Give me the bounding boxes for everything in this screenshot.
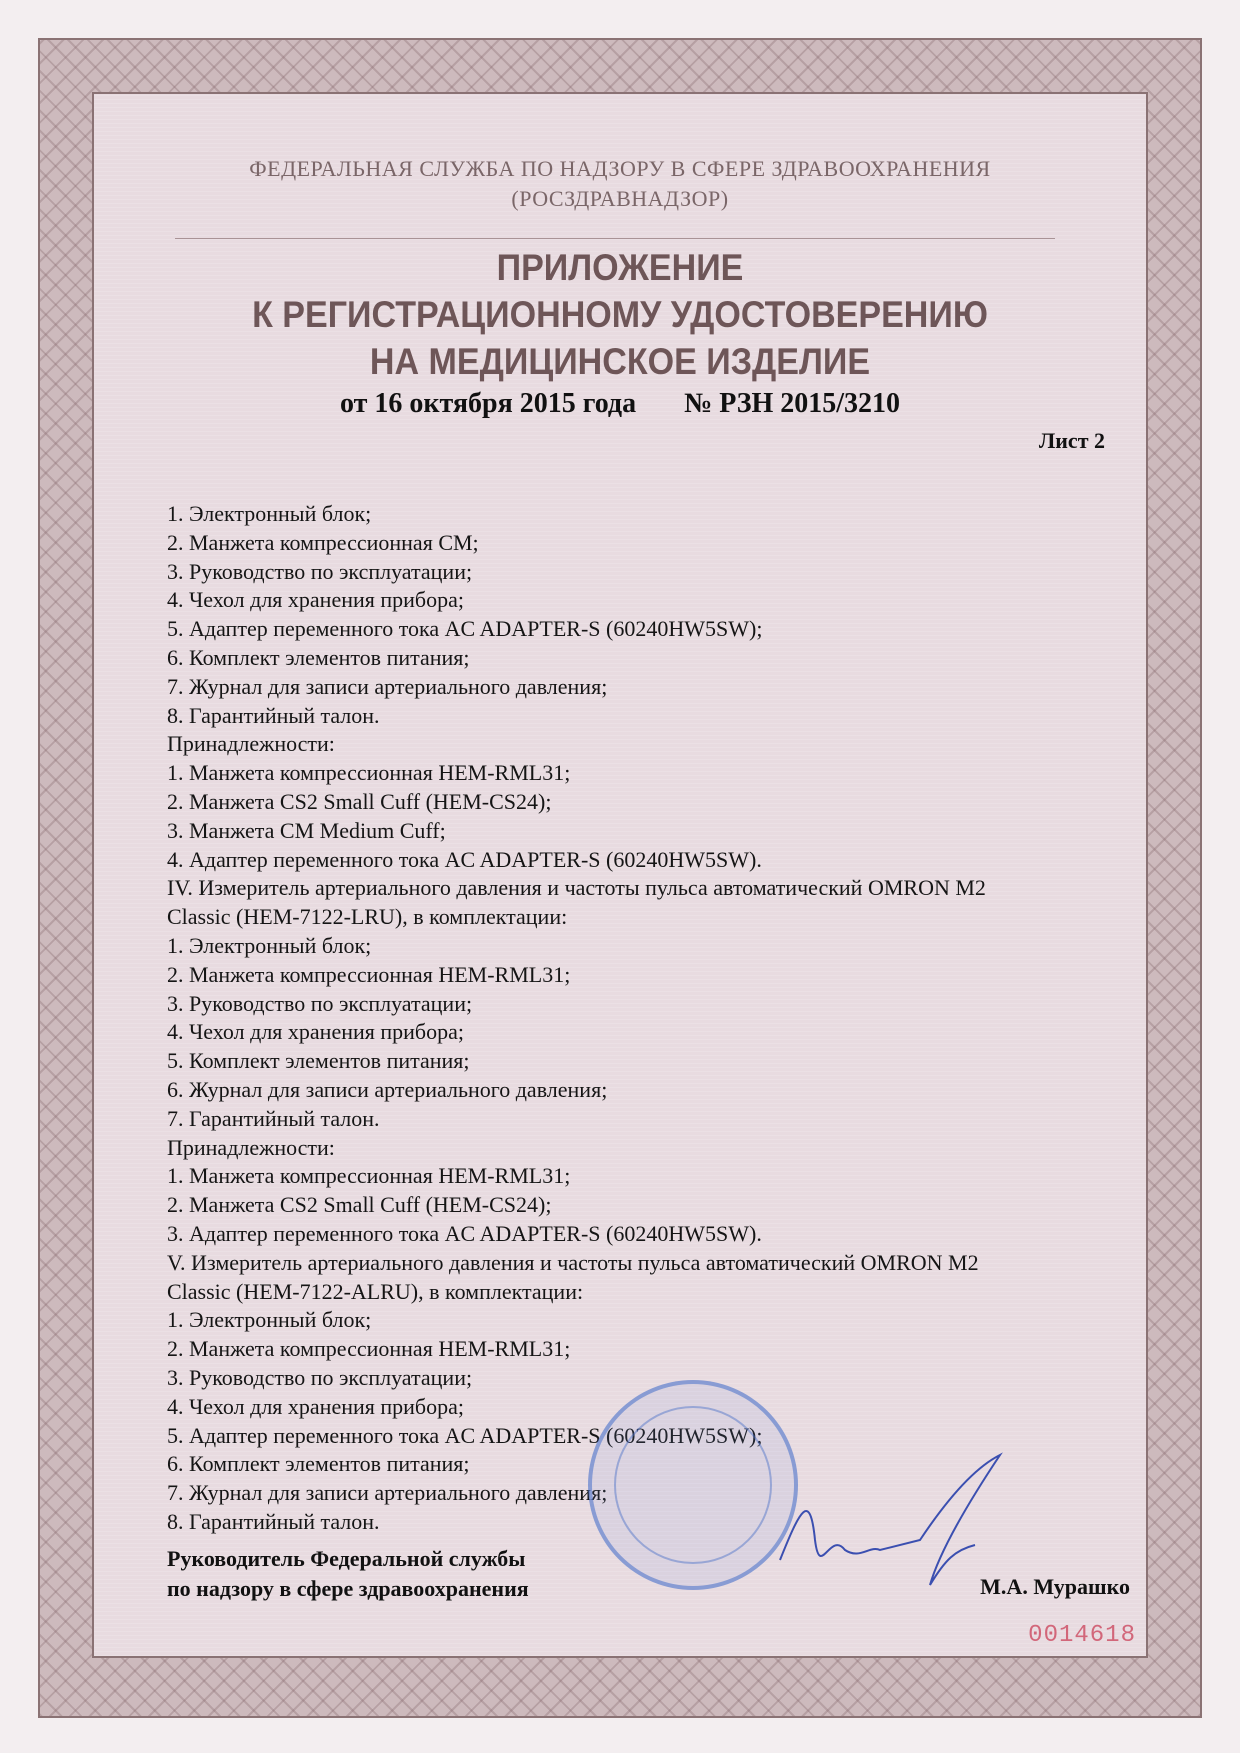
body-line: 2. Манжета CS2 Small Cuff (HEM-CS24);	[167, 1192, 552, 1218]
body-line: 1. Манжета компрессионная HEM-RML31;	[167, 760, 571, 786]
sheet-number: Лист 2	[1038, 428, 1105, 453]
body-line: 2. Манжета компрессионная HEM-RML31;	[167, 1336, 571, 1362]
body-line: 5. Адаптер переменного тока AC ADAPTER-S (60240HW5SW);	[167, 616, 763, 642]
position-line-2: по надзору в сфере здравоохранения	[167, 1576, 529, 1601]
body-line: 8. Гарантийный талон.	[167, 702, 380, 728]
body-line: Classic (HEM-7122-LRU), в комплектации:	[167, 904, 568, 930]
body-line: 2. Манжета компрессионная CM;	[167, 529, 479, 555]
body-line: 6. Комплект элементов питания;	[167, 1451, 470, 1477]
serial-number: 0014618	[1028, 1622, 1136, 1649]
body-line: 2. Манжета CS2 Small Cuff (HEM-CS24);	[167, 788, 552, 814]
body-line: V. Измеритель артериального давления и частоты пульса автоматический OMRON M2	[167, 1249, 979, 1275]
date-line	[0, 388, 1240, 420]
title-line-2: К РЕГИСТРАЦИОННОМУ УДОСТОВЕРЕНИЮ	[252, 294, 988, 335]
body-line: Classic (HEM-7122-ALRU), в комплектации:	[167, 1278, 584, 1304]
body-line: 4. Чехол для хранения прибора;	[167, 1393, 464, 1419]
body-line: 4. Чехол для хранения прибора;	[167, 1019, 464, 1045]
body-line: Принадлежности:	[167, 731, 335, 757]
body-line: IV. Измеритель артериального давления и частоты пульса автоматический OMRON M2	[167, 875, 986, 901]
body-line: 6. Журнал для записи артериального давления;	[167, 1076, 608, 1102]
title-line-1: ПРИЛОЖЕНИЕ	[496, 247, 744, 288]
body-line: 1. Манжета компрессионная HEM-RML31;	[167, 1163, 571, 1189]
handwritten-signature	[770, 1450, 1030, 1590]
body-line: 3. Адаптер переменного тока AC ADAPTER-S (60240HW5SW).	[167, 1220, 762, 1246]
body-line: 2. Манжета компрессионная HEM-RML31;	[167, 961, 571, 987]
body-line: 1. Электронный блок;	[167, 932, 372, 958]
body-line: 3. Руководство по эксплуатации;	[167, 1364, 473, 1390]
registration-number: № РЗН 2015/3210	[684, 388, 901, 419]
body-line: 6. Комплект элементов питания;	[167, 644, 470, 670]
body-line: 3. Руководство по эксплуатации;	[167, 990, 473, 1016]
body-line: 8. Гарантийный талон.	[167, 1508, 380, 1534]
document-body	[167, 500, 1127, 1537]
body-line: 7. Журнал для записи артериального давления;	[167, 673, 608, 699]
agency-short-name: (РОСЗДРАВНАДЗОР)	[511, 186, 729, 211]
official-seal	[588, 1380, 798, 1590]
issue-date: от 16 октября 2015 года	[339, 388, 637, 419]
position-line-1: Руководитель Федеральной службы	[167, 1546, 526, 1571]
signatory-name: М.А. Мурашко	[980, 1574, 1130, 1599]
body-line: 1. Электронный блок;	[167, 501, 372, 526]
body-line: 7. Гарантийный талон.	[167, 1105, 380, 1131]
body-line: 3. Руководство по эксплуатации;	[167, 558, 473, 584]
body-line: 1. Электронный блок;	[167, 1307, 372, 1333]
body-line: 7. Журнал для записи артериального давления;	[167, 1480, 608, 1506]
body-line: 5. Адаптер переменного тока AC ADAPTER-S (60240HW5SW);	[167, 1422, 763, 1448]
title-line-3: НА МЕДИЦИНСКОЕ ИЗДЕЛИЕ	[369, 341, 871, 382]
body-line: 3. Манжета CM Medium Cuff;	[167, 817, 446, 843]
body-line: 4. Чехол для хранения прибора;	[167, 587, 464, 613]
body-line: 5. Комплект элементов питания;	[167, 1048, 470, 1074]
body-line: 4. Адаптер переменного тока AC ADAPTER-S (60240HW5SW).	[167, 846, 762, 872]
signatory-position	[167, 1544, 529, 1604]
agency-name: ФЕДЕРАЛЬНАЯ СЛУЖБА ПО НАДЗОРУ В СФЕРЕ ЗДРАВООХРАНЕНИЯ	[249, 156, 991, 181]
body-line: Принадлежности:	[167, 1134, 335, 1160]
divider	[175, 238, 1055, 239]
